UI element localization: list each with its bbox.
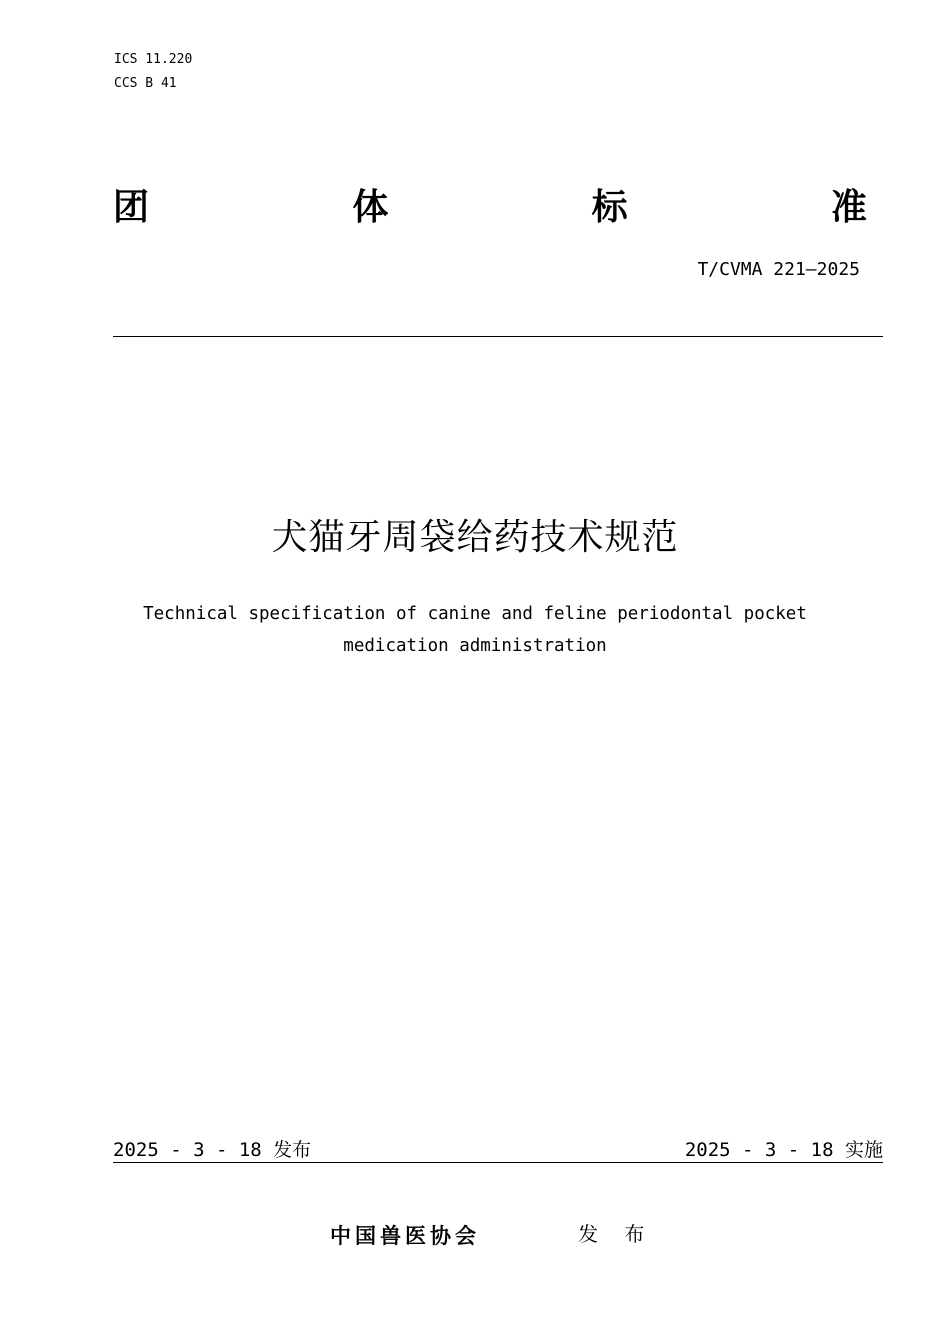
classification-codes (114, 48, 192, 96)
title-chinese: 犬猫牙周袋给药技术规范 (271, 517, 679, 558)
publisher-name: 中国兽医协会 (330, 1224, 480, 1248)
standard-type-char: 体 (352, 187, 389, 228)
standard-type-char: 标 (591, 187, 628, 228)
ccs-code: CCS B 41 (114, 76, 177, 91)
issue-date: 2025 - 3 - 18 发布 (113, 1139, 312, 1161)
bottom-divider (113, 1162, 883, 1163)
title-english: Technical specification of canine and feline periodontal pocket medication administration (143, 604, 807, 656)
standard-type-heading (113, 186, 867, 230)
top-divider (113, 336, 883, 337)
standard-type-char: 团 (113, 187, 150, 228)
standard-number: T/CVMA 221—2025 (697, 259, 860, 280)
ics-code: ICS 11.220 (114, 52, 193, 67)
publish-label: 发 布 (578, 1222, 655, 1246)
implementation-date: 2025 - 3 - 18 实施 (684, 1139, 883, 1161)
standard-type-char: 准 (830, 187, 867, 228)
